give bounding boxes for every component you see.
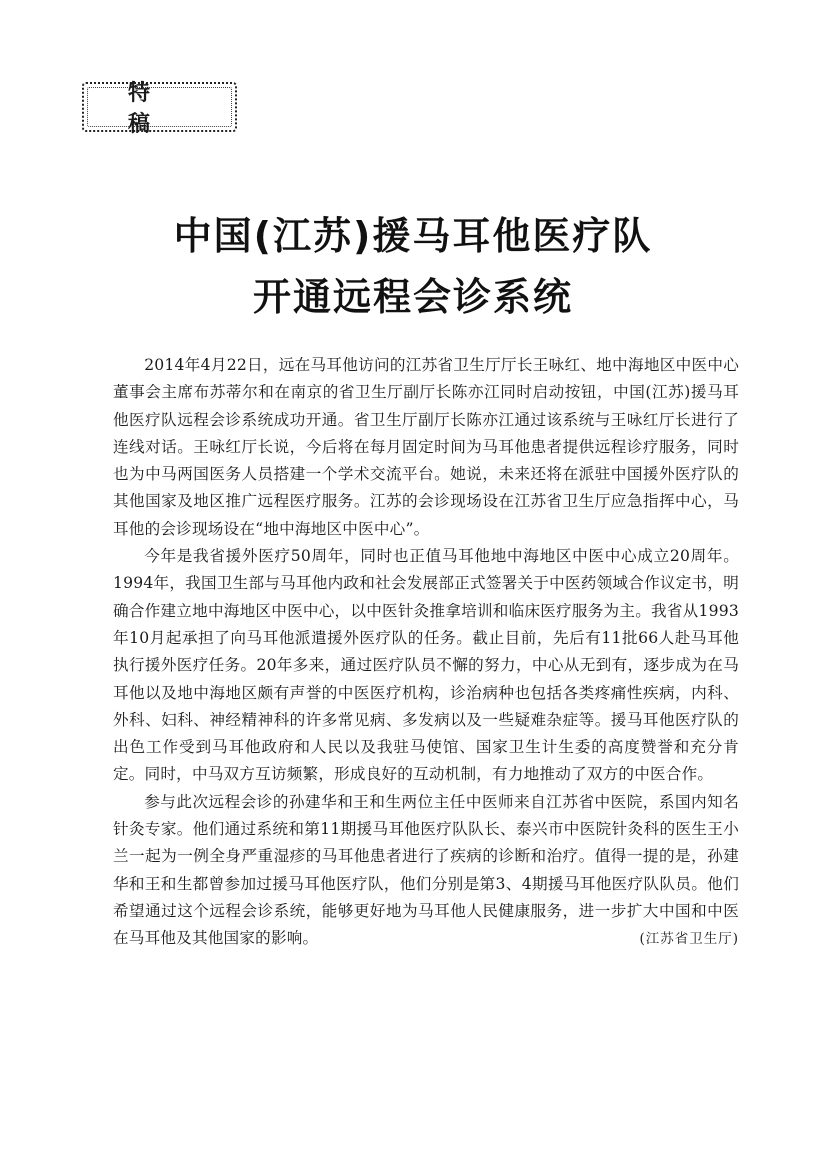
paragraph-1: 2014年4月22日，远在马耳他访问的江苏省卫生厅厅长王咏红、地中海地区中医中心董事会主席布苏蒂尔和在南京的省卫生厅副厅长陈亦江同时启动按钮，中国(江苏)援马耳他医疗队远程会诊系统成功开通。省卫生厅副厅长陈亦江通过该系统与王咏红厅长进行了连线对话。王咏红厅长说，今后将在每月固定时间为马耳他患者提供远程诊疗服务，同时也为中马两国医务人员搭建一个学术交流平台。她说，未来还将在派驻中国援外医疗队的其他国家及地区推广远程医疗服务。江苏的会诊现场设在江苏省卫生厅应急指挥中心，马耳他的会诊现场设在“地中海地区中医中心”。 <box>113 356 739 538</box>
article-title-line-2: 开通远程会诊系统 <box>252 275 573 319</box>
paragraph-3 <box>113 789 739 953</box>
section-tag-label: 特 稿 <box>128 81 195 137</box>
article-source: (江苏省卫生厅) <box>639 931 739 948</box>
paragraph-3-text: 参与此次远程会诊的孙建华和王和生两位主任中医师来自江苏省中医院，系国内知名针灸专家。他们通过系统和第11期援马耳他医疗队队长、泰兴市中医院针灸科的医生王小兰一起为一例全身严重湿疹的马耳他患者进行了疾病的诊断和治疗。值得一提的是，孙建华和王和生都曾参加过援马耳他医疗队，他们分别是第3、4期援马耳他医疗队队员。他们希望通过这个远程会诊系统，能够更好地为马耳他人民健康服务，进一步扩大中国和中医在马耳他及其他国家的影响。 <box>113 792 739 948</box>
section-tag <box>82 81 237 137</box>
article-body <box>113 352 739 954</box>
paragraph-2: 今年是我省援外医疗50周年，同时也正值马耳他地中海地区中医中心成立20周年。1994年，我国卫生部与马耳他内政和社会发展部正式签署关于中医药领域合作议定书，明确合作建立地中海地区中医中心，以中医针灸推拿培训和临床医疗服务为主。我省从1993年10月起承担了向马耳他派遣援外医疗队的任务。截止目前，先后有11批66人赴马耳他执行援外医疗任务。20年多来，通过医疗队员不懈的努力，中心从无到有，逐步成为在马耳他以及地中海地区颇有声誉的中医医疗机构，诊治病种也包括各类疼痛性疾病，内科、外科、妇科、神经精神科的许多常见病、多发病以及一些疑难杂症等。援马耳他医疗队的出色工作受到马耳他政府和人民以及我驻马使馆、国家卫生计生委的高度赞誉和充分肯定。同时，中马双方互访频繁，形成良好的互动机制，有力地推动了双方的中医合作。 <box>113 547 739 784</box>
article-title-line-1: 中国(江苏)援马耳他医疗队 <box>173 214 653 258</box>
